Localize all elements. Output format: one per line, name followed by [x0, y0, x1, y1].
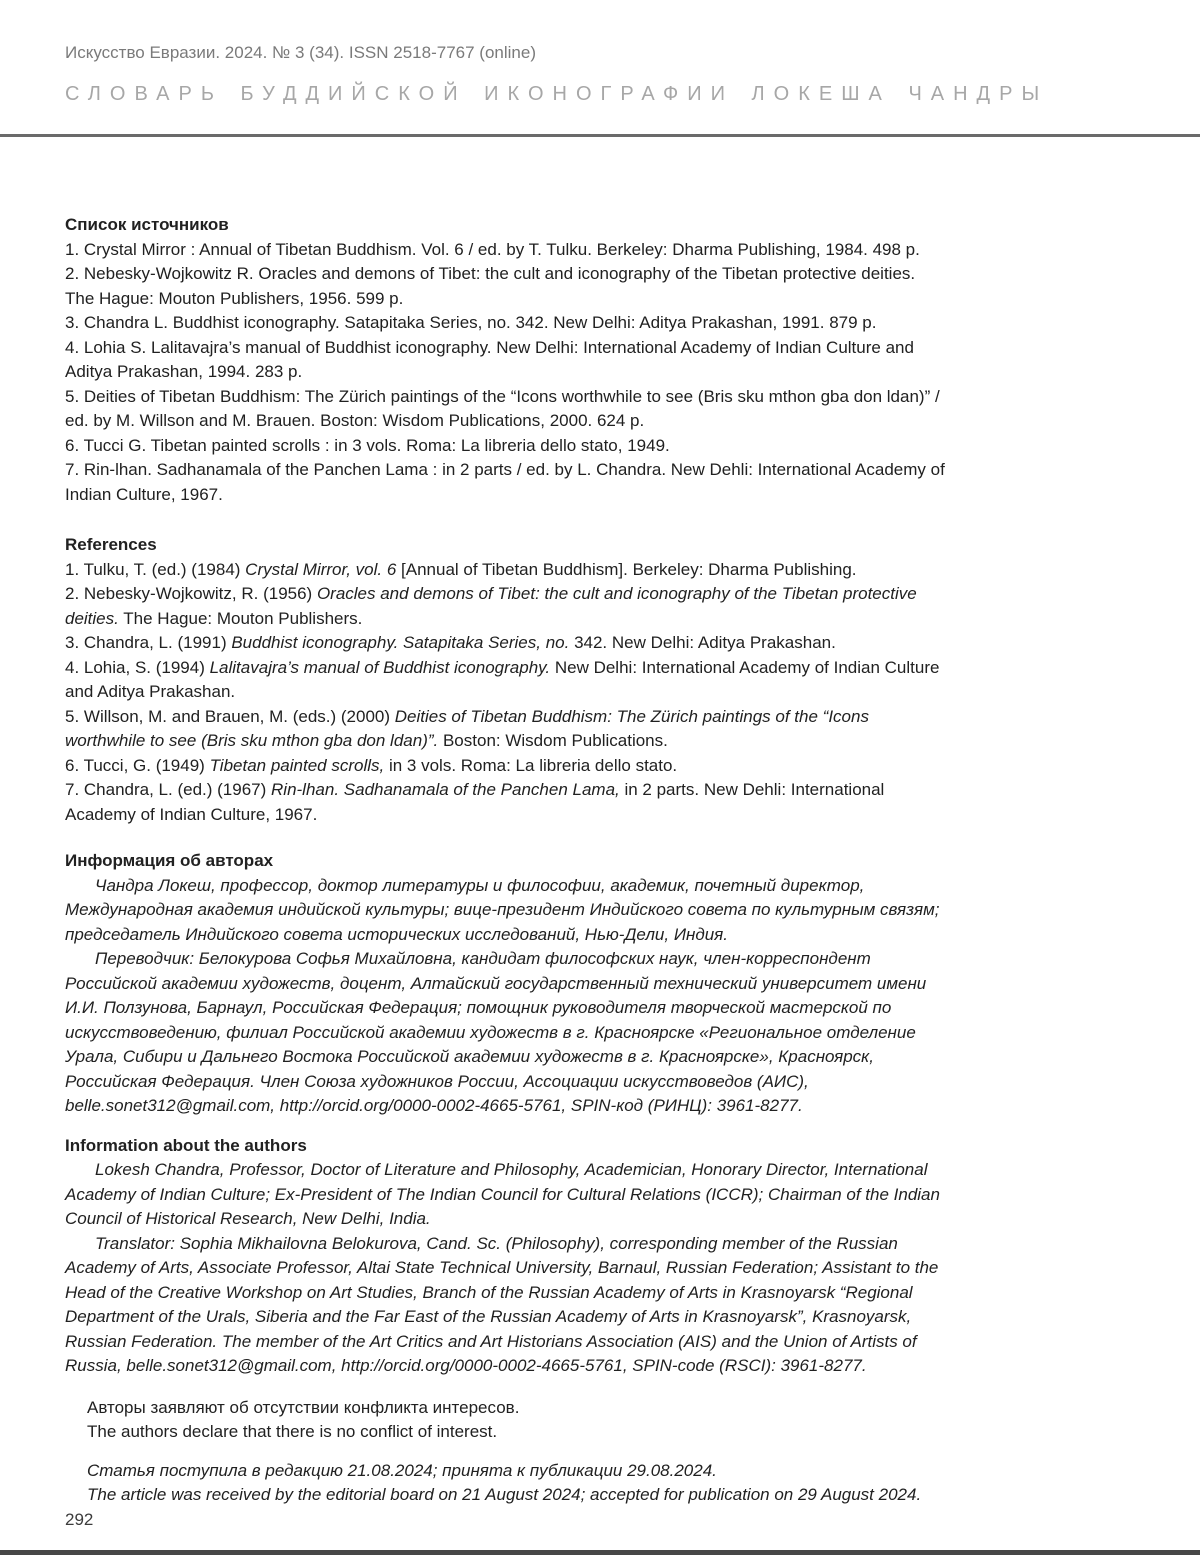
authors-info-en-paragraphs — [65, 1158, 945, 1379]
conflict-statement-en: The authors declare that there is no conflict of interest. — [87, 1422, 498, 1441]
author-info-paragraph: Lokesh Chandra, Professor, Doctor of Literature and Philosophy, Academician, Honorary Director, International Academy of Indian Culture; Ex-President of The Indian Council for Cultural Relations (ICCR); Chairman of the Indian Council of Historical Research, New Delhi, India. — [65, 1160, 940, 1228]
reference-item — [65, 582, 945, 631]
reference-item — [65, 778, 945, 827]
reference-text: in 3 vols. Roma: La libreria dello stato. — [384, 755, 678, 775]
submission-date-en: The article was received by the editorial board on 21 August 2024; accepted for publication on 29 August 2024. — [87, 1485, 922, 1504]
authors-info-en-heading: Information about the authors — [65, 1135, 307, 1155]
header-divider — [0, 134, 1200, 137]
page-header — [0, 0, 1200, 107]
sources-section — [65, 213, 945, 507]
reference-title-italic: Crystal Mirror, vol. 6 — [245, 559, 397, 579]
reference-text: 3. Chandra, L. (1991) — [65, 633, 232, 652]
reference-text: 7. Chandra, L. (ed.) (1967) — [65, 780, 272, 799]
source-item: 5. Deities of Tibetan Buddhism: The Zürich paintings of the “Icons worthwhile to see (Bris sku mthon gba don ldan)” / ed. by M. Willson and M. Brauen. Boston: Wisdom Publications, 2000. 624 p. — [65, 386, 940, 430]
sources-heading: Список источников — [65, 215, 229, 234]
reference-item — [65, 631, 945, 656]
author-info-paragraph: Чандра Локеш, профессор, доктор литературы и философии, академик, почетный директор, Международная академия индийской культуры; вице-президент Индийского совета по культурным связям; председатель Индийского совета исторических исследований, Нью-Дели, Индия. — [65, 875, 940, 944]
sources-list — [65, 238, 945, 508]
reference-title-italic: Tibetan painted scrolls, — [209, 755, 385, 775]
reference-text: 6. Tucci, G. (1949) — [65, 755, 210, 775]
conflict-statement-ru: Авторы заявляют об отсутствии конфликта интересов. — [87, 1397, 520, 1417]
reference-item — [65, 656, 945, 705]
reference-text: Boston: Wisdom Publications. — [438, 731, 668, 750]
reference-text: The Hague: Mouton Publishers. — [118, 608, 363, 628]
reference-text: 2. Nebesky-Wojkowitz, R. (1956) — [65, 584, 317, 603]
references-heading: References — [65, 535, 157, 554]
references-list — [65, 558, 945, 828]
reference-text: 5. Willson, M. and Brauen, M. (eds.) (2000) — [65, 706, 395, 726]
footer-divider — [0, 1550, 1200, 1555]
source-item: 4. Lohia S. Lalitavajra’s manual of Buddhist iconography. New Delhi: International Academy of Indian Culture and Aditya Prakashan, 1994. 283 p. — [65, 337, 914, 381]
article-title: СЛОВАРЬ БУДДИЙСКОЙ ИКОНОГРАФИИ ЛОКЕША ЧАНДРЫ — [65, 83, 1049, 105]
authors-info-ru-paragraphs — [65, 874, 945, 1119]
authors-info-ru-heading: Информация об авторах — [65, 851, 274, 870]
source-item: 7. Rin-lhan. Sadhanamala of the Panchen Lama : in 2 parts / ed. by L. Chandra. New Dehli: International Academy of Indian Culture, 1967. — [65, 460, 945, 504]
reference-item — [65, 754, 945, 779]
reference-item — [65, 705, 945, 754]
author-info-paragraph: Translator: Sophia Mikhailovna Belokurova, Cand. Sc. (Philosophy), corresponding member of the Russian Academy of Arts, Associate Professor, Altai State Technical University, Barnaul, Russian Federation; Assistant to the Head of the Creative Workshop on Art Studies, Branch of the Russian Academy of Arts in Krasnoyarsk “Regional Department of the Urals, Siberia and the Far East of the Russian Academy of Arts in Krasnoyarsk”, Krasnoyarsk, Russian Federation. The member of the Art Critics and Art Historians Association (AIS) and the Union of Artists of Russia, belle.sonet312@gmail.com, http://orcid.org/0000-0002-4665-5761, SPIN-code (RSCI): 3961-8277. — [65, 1233, 939, 1375]
reference-text: in 2 parts. New Dehli: International Academy of Indian Culture, 1967. — [65, 780, 885, 824]
reference-text: [Annual of Tibetan Buddhism]. Berkeley: Dharma Publishing. — [396, 559, 857, 579]
author-info-paragraph: Переводчик: Белокурова Софья Михайловна, кандидат философских наук, член-корреспондент Российской академии художеств, доцент, Алтайский государственный технический университет имени И.И. Ползунова, Барнаул, Российская Федерация; помощник руководителя творческой мастерской по искусствоведению, филиал Российской академии художеств в г. Красноярске «Региональное отделение Урала, Сибири и Дальнего Востока Российской академии художеств в г. Красноярске», Красноярск, Российская Федерация. Член Союза художников России, Ассоциации искусствоведов (АИС), belle.sonet312@gmail.com, http://orcid.org/0000-0002-4665-5761, SPIN-код (РИНЦ): 3961-8277. — [65, 949, 927, 1115]
references-section — [65, 533, 945, 827]
source-item: 3. Chandra L. Buddhist iconography. Satapitaka Series, no. 342. New Delhi: Aditya Prakashan, 1991. 879 p. — [65, 313, 877, 332]
reference-title-italic: Rin-lhan. Sadhanamala of the Panchen Lama, — [271, 780, 620, 799]
submission-dates-block — [65, 1459, 945, 1508]
source-item: 1. Crystal Mirror : Annual of Tibetan Buddhism. Vol. 6 / ed. by T. Tulku. Berkeley: Dharma Publishing, 1984. 498 p. — [65, 239, 920, 259]
reference-title-italic: Oracles and demons of Tibet: the cult and iconography of the Tibetan protective deities. — [65, 584, 917, 628]
page-content — [65, 213, 945, 1532]
reference-item — [65, 558, 945, 583]
reference-text: 4. Lohia, S. (1994) — [65, 657, 210, 677]
reference-text: 1. Tulku, T. (ed.) (1984) — [65, 559, 246, 579]
page-number: 292 — [65, 1509, 94, 1529]
reference-title-italic: Buddhist iconography. Satapitaka Series, no. — [231, 633, 570, 652]
submission-date-ru: Статья поступила в редакцию 21.08.2024; принята к публикации 29.08.2024. — [87, 1460, 717, 1480]
source-item: 6. Tucci G. Tibetan painted scrolls : in 3 vols. Roma: La libreria dello stato, 1949. — [65, 435, 670, 455]
authors-info-en-section — [65, 1134, 945, 1379]
source-item: 2. Nebesky-Wojkowitz R. Oracles and demons of Tibet: the cult and iconography of the Tibetan protective deities. The Hague: Mouton Publishers, 1956. 599 p. — [65, 264, 916, 308]
reference-text: 342. New Delhi: Aditya Prakashan. — [569, 633, 836, 652]
journal-header: Искусство Евразии. 2024. № 3 (34). ISSN 2518-7767 (online) — [65, 43, 536, 62]
conflict-of-interest-block — [65, 1396, 945, 1445]
reference-title-italic: Deities of Tibetan Buddhism: The Zürich paintings of the “Icons worthwhile to see (Bris sku mthon gba don ldan)”. — [65, 706, 869, 750]
authors-info-ru-section — [65, 849, 945, 1119]
reference-title-italic: Lalitavajra’s manual of Buddhist iconography. — [209, 657, 551, 677]
reference-text: New Delhi: International Academy of Indian Culture and Aditya Prakashan. — [65, 657, 940, 701]
